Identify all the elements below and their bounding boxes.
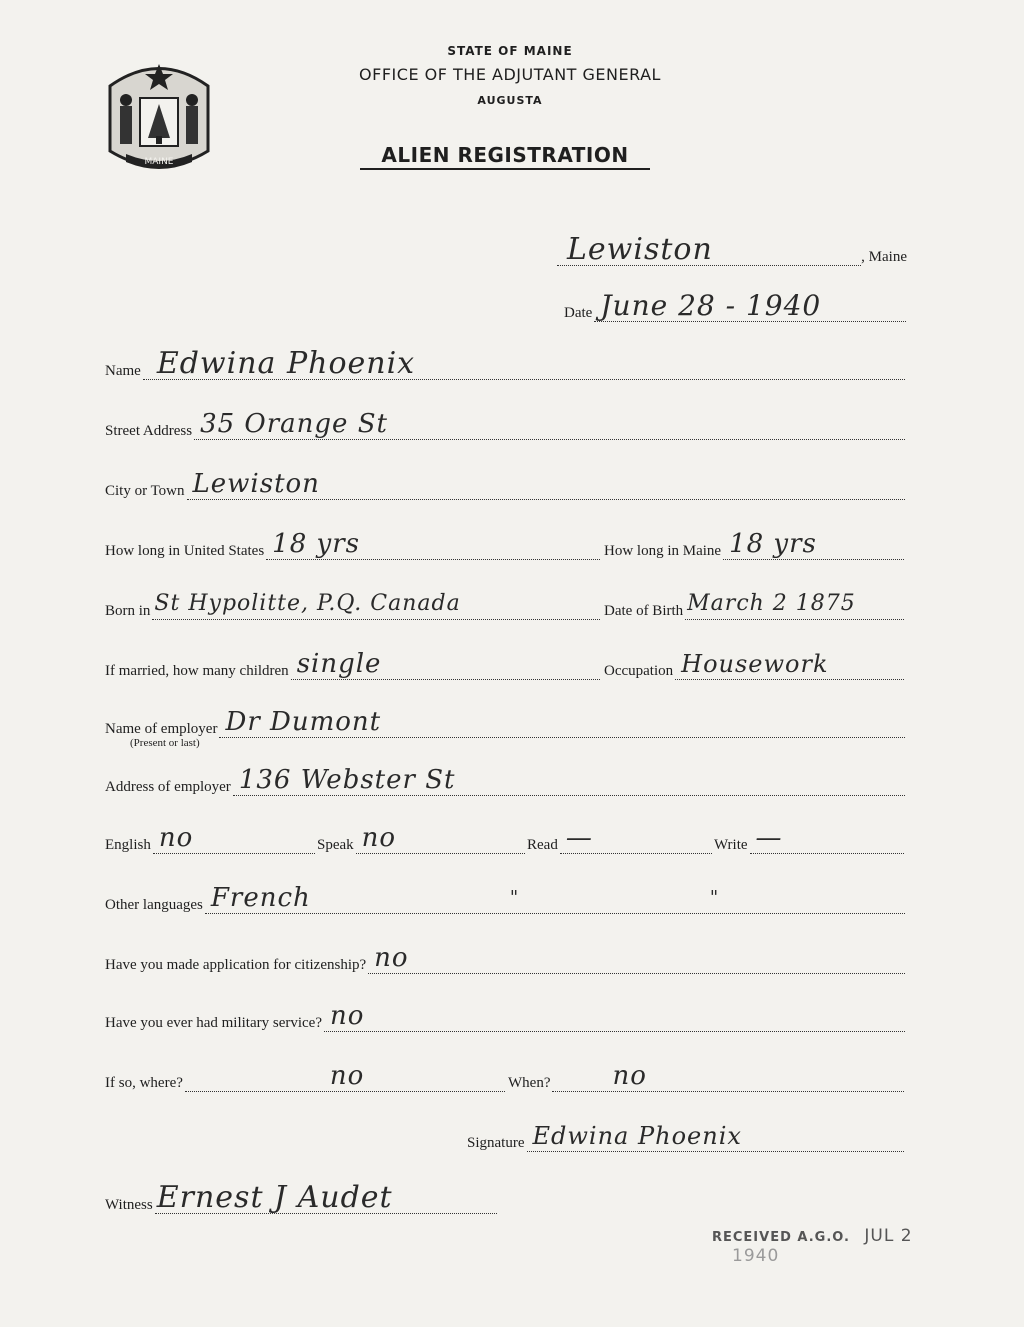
when-value: no <box>612 1061 647 1091</box>
date-row <box>564 289 906 322</box>
place-row <box>555 232 907 267</box>
employer-sublabel: (Present or last) <box>130 737 200 749</box>
street-row <box>105 410 905 440</box>
children-value: single <box>296 649 382 679</box>
read-value: — <box>565 823 593 853</box>
where-value: no <box>329 1061 365 1091</box>
witness-row <box>105 1180 497 1215</box>
maine-state-seal-icon <box>100 56 218 178</box>
born-row <box>105 590 600 620</box>
date-value: June 28 - 1940 <box>600 289 822 322</box>
header-office: OFFICE OF THE ADJUTANT GENERAL <box>359 65 661 84</box>
children-row <box>105 650 600 680</box>
born-value: St Hypolitte, P.Q. Canada <box>154 591 461 616</box>
how-long-maine-value: 18 yrs <box>729 529 817 559</box>
name-row <box>105 346 905 381</box>
write-label: Write <box>714 837 748 853</box>
citizenship-value: no <box>374 943 409 973</box>
header-city: AUGUSTA <box>477 94 543 107</box>
received-stamp <box>712 1226 972 1266</box>
citizenship-label: Have you made application for citizenship? <box>105 957 367 973</box>
when-label: When? <box>508 1075 551 1091</box>
military-label: Have you ever had military service? <box>105 1015 322 1031</box>
citizenship-row <box>105 944 905 974</box>
date-label: Date <box>564 305 593 321</box>
stamp-year: 1940 <box>732 1246 780 1266</box>
how-long-maine-label: How long in Maine <box>604 543 722 559</box>
speak-value: no <box>361 823 397 853</box>
write-value: — <box>755 823 783 853</box>
employer-value: Dr Dumont <box>225 707 382 737</box>
occupation-label: Occupation <box>604 663 674 679</box>
street-label: Street Address <box>105 423 193 439</box>
how-long-us-row <box>105 530 600 560</box>
stamp-prefix: RECEIVED A.G.O. <box>712 1230 850 1245</box>
name-value: Edwina Phoenix <box>156 346 416 381</box>
other-languages-ditto-1: " <box>509 887 520 908</box>
street-value: 35 Orange St <box>200 409 388 439</box>
other-languages-label: Other languages <box>105 897 203 913</box>
write-row <box>714 824 904 854</box>
where-label: If so, where? <box>105 1075 183 1091</box>
employer-row <box>105 708 905 738</box>
children-label: If married, how many children <box>105 663 289 679</box>
how-long-maine-row <box>604 530 904 560</box>
english-label: English <box>105 837 151 853</box>
employer-address-row <box>105 766 905 796</box>
born-label: Born in <box>105 603 151 619</box>
other-languages-row <box>105 884 905 914</box>
place-suffix: , Maine <box>861 249 907 265</box>
signature-value: Edwina Phoenix <box>532 1122 742 1150</box>
when-row <box>508 1062 904 1092</box>
how-long-us-label: How long in United States <box>105 543 265 559</box>
city-label: City or Town <box>105 483 185 499</box>
name-label: Name <box>105 363 141 379</box>
dob-value: March 2 1875 <box>687 591 856 616</box>
witness-label: Witness <box>105 1197 153 1213</box>
military-row <box>105 1002 905 1032</box>
how-long-us-value: 18 yrs <box>272 529 360 559</box>
signature-row <box>467 1122 904 1152</box>
speak-label: Speak <box>317 837 354 853</box>
occupation-row <box>604 650 904 680</box>
dob-row <box>604 590 904 620</box>
signature-label: Signature <box>467 1135 525 1151</box>
dob-label: Date of Birth <box>604 603 684 619</box>
employer-label: Name of employer <box>105 721 218 737</box>
employer-address-value: 136 Webster St <box>238 765 456 795</box>
stamp-date: JUL 2 <box>864 1226 913 1246</box>
form-title: ALIEN REGISTRATION <box>360 143 650 170</box>
english-value: no <box>158 823 194 853</box>
military-value: no <box>330 1001 365 1031</box>
place-line <box>557 232 861 267</box>
other-languages-value: French <box>210 883 311 913</box>
speak-row <box>317 824 525 854</box>
city-value: Lewiston <box>192 469 320 499</box>
english-row <box>105 824 315 854</box>
svg-text:MAINE: MAINE <box>144 157 174 167</box>
city-row <box>105 470 905 500</box>
other-languages-ditto-2: " <box>709 887 720 908</box>
place-value: Lewiston <box>567 232 713 267</box>
read-label: Read <box>527 837 558 853</box>
where-row <box>105 1062 505 1092</box>
read-row <box>527 824 712 854</box>
witness-value: Ernest J Audet <box>156 1180 393 1215</box>
occupation-value: Housework <box>681 650 829 678</box>
employer-address-label: Address of employer <box>105 779 231 795</box>
header-state: STATE OF MAINE <box>447 44 573 58</box>
